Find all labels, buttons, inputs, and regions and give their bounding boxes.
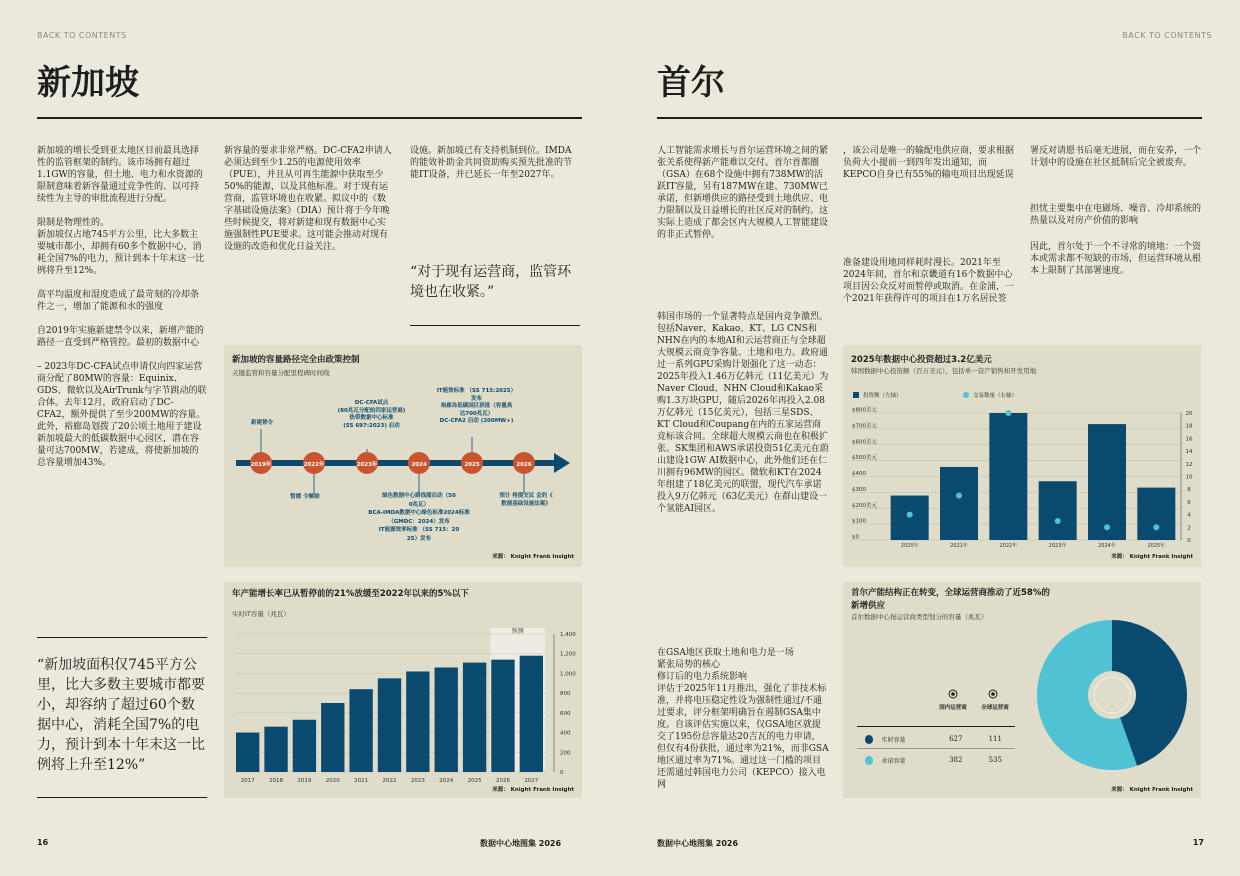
- y-tick-label: 600: [560, 710, 571, 717]
- donut-inner-ring: [1094, 677, 1130, 713]
- bar: [520, 656, 543, 772]
- investment-chart-subtitle: 韩国数据中心投资额（百万美元），包括单一资产销售和开发用地: [851, 367, 1037, 375]
- donut-table-rule: [857, 726, 1015, 727]
- y-tick-label: $600美元: [852, 439, 877, 446]
- global-icon-dot: [991, 692, 995, 696]
- domestic-icon-dot: [951, 692, 955, 696]
- y2-tick-label: 0: [1187, 538, 1191, 544]
- timeline-arrow-head: [554, 453, 570, 473]
- y2-tick-label: 12: [1185, 461, 1193, 468]
- timeline-box: [224, 345, 582, 567]
- deal-count-point: [1153, 524, 1159, 530]
- x-tick-label: 2022年: [999, 543, 1018, 549]
- page-number-right: 17: [1192, 838, 1204, 847]
- bar: [463, 663, 486, 772]
- paragraph: 自2019年实施新建禁令以来，新增产能的路径一直受到严格管控。最初的数据中心: [37, 326, 204, 348]
- donut-row-committed: [865, 753, 1015, 767]
- timeline-label-above-2: DC-CFA试点 (80兆瓦分配给四家运营商) 热带数据中心标准 (SS 697:2023) 启动: [337, 400, 406, 429]
- y-tick-label: 400: [560, 730, 571, 737]
- y-tick-label: 1,200: [560, 651, 576, 658]
- page-number-left: 16: [37, 838, 49, 847]
- timeline-year-label: 2022年: [303, 462, 325, 468]
- paragraph: 新加坡的增长受到亚太地区目前最具选择性的监管框架的制约。该市场拥有超过1.1GW的容量，但土地、电力和水资源的限制意味着新容量通过竞争性的、以可持续性为主导的审批流程进行分配。: [37, 146, 203, 204]
- body-column-6: [1030, 145, 1202, 289]
- investment-bar: [940, 467, 978, 540]
- bar: [378, 678, 401, 772]
- deal-count-point: [1055, 518, 1061, 524]
- timeline-source: 来源： Knight Frank Insight: [492, 554, 574, 560]
- row-label: 实时容量: [881, 736, 906, 744]
- bar: [236, 733, 259, 772]
- paragraph: ，该公司是唯一的输配电供应商，要求根据负荷大小提前一到四年发出通知，而KEPCO自身已有55%的输电项目出现延误: [843, 146, 1015, 180]
- capacity-chart-box: [224, 582, 582, 798]
- paragraph: 担忧主要集中在电磁场、噪音、冷却系统的热量以及对房产价值的影响: [1030, 204, 1202, 226]
- timeline-label-below-3: 预计 将提交议 会的《 数据基础设施法案》: [499, 493, 553, 507]
- live-swatch: [865, 735, 873, 744]
- committed-global-value: 535: [988, 756, 1002, 764]
- forecast-label: 预测: [511, 628, 524, 635]
- timeline-year-label: 2024: [411, 462, 427, 468]
- bar: [321, 703, 344, 772]
- paragraph: 限制是物理性的。 新加坡仅占地745平方公里，比大多数主要城市都小，却拥有60多个数据中心，消耗全国7%的电力，预计到本十年末这一比例将升至12%。: [37, 218, 205, 276]
- paragraph: – 2023年DC-CFA试点申请仅向四家运营商分配了80MW的容量：Equinix、GDS、微软以及AirTrunk与字节跳动的联合体。去年12月，政府启动了DC-CFA2，额外提供了至少200MW的容量。此外，裕廊岛划拨了20公顷土地用于建设新加坡最大的低碳数据中心园区，潜在容量可达700MW，若建成，将使新加坡的总容量增加43%。: [37, 362, 207, 468]
- y2-tick-label: 4: [1187, 512, 1191, 519]
- timeline-label-below-2: 绿色数据中心路线图启动（50 0兆瓦） BCA-IMDA数据中心绿色标准2024标准 （GMDC：2024）发布 IT能源效率标准 （SS 715：20 25）发布: [368, 493, 470, 542]
- bar: [491, 660, 514, 772]
- quote-rule: [410, 325, 580, 326]
- investment-chart-source: 来源： Knight Frank Insight: [1111, 554, 1193, 560]
- investment-bar: [1039, 481, 1077, 540]
- body-column-4: [657, 145, 829, 527]
- donut-chart-box: [843, 582, 1201, 798]
- legend-bar-label: 投资额（左轴）: [863, 393, 902, 399]
- x-tick-label: 2022: [382, 778, 397, 784]
- donut-chart-source: 来源： Knight Frank Insight: [1111, 787, 1193, 793]
- y-tick-label: $300: [852, 486, 866, 493]
- paragraph: 韩国市场的一个显著特点是国内竞争激烈。包括Naver、Kakao、KT、LG CNS和NHN在内的本地AI和云运营商正与全球超大规模云商竞争容量、土地和电力。政府通过一系列GPU采购计划强化了这一动态：2025年投入1.46万亿韩元（11亿美元）为Naver Cloud、NHN Cloud和Kakao采购1.3万块GPU，随后2026年再投入2.08万亿韩元（15亿美元），包括三星SDS、KT Cloud和Coupang在内的五家运营商竞标该合同。全球超大规模云商也在积极扩张。SK集团和AWS承诺投资51亿美元在蔚山建设1GW AI数据中心，此外他们还在仁川拥有96MW的园区。微软和KT在2024年组建了18亿美元的联盟，现代汽车承诺投入9万亿韩元（63亿美元）在群山建设一个氢能AI园区。: [657, 312, 829, 514]
- bar: [349, 689, 372, 772]
- x-tick-label: 2025: [467, 778, 482, 784]
- y-tick-label: 1,000: [560, 671, 576, 678]
- deal-count-point: [1005, 410, 1011, 416]
- page-title-singapore: 新加坡: [37, 63, 139, 103]
- y-tick-label: 800: [560, 691, 571, 698]
- paragraph: 准备建设用地同样耗时漫长。2021年至2024年间，首尔和京畿道有16个数据中心项目因公众反对而暂停或取消。在金浦，一个2021年获得许可的项目在1万名居民签: [843, 258, 1015, 304]
- y2-tick-label: 8: [1187, 487, 1191, 494]
- y2-tick-label: 2: [1187, 525, 1191, 532]
- investment-bar: [891, 496, 929, 540]
- col-header-domestic: 国内运营商: [939, 705, 967, 711]
- deal-count-point: [956, 493, 962, 499]
- title-rule-left: [37, 117, 582, 119]
- live-global-value: 111: [988, 735, 1002, 743]
- back-to-contents-link-left[interactable]: BACK TO CONTENTS: [37, 31, 127, 40]
- y2-tick-label: 20: [1185, 411, 1193, 417]
- investment-bar-chart: [843, 345, 1201, 567]
- body-column-5: [843, 145, 1015, 317]
- x-tick-label: 2023: [410, 778, 425, 784]
- pull-quote-small: “对于现有运营商，监管环境也在收紧。”: [410, 264, 572, 300]
- x-tick-label: 2021: [354, 778, 369, 784]
- capacity-bar-chart: [224, 582, 582, 798]
- y-tick-label: 200: [560, 750, 571, 757]
- x-tick-label: 2027: [524, 778, 539, 784]
- investment-bar: [1088, 424, 1126, 540]
- investment-chart-box: [843, 345, 1201, 567]
- title-rule-right: [657, 117, 1202, 119]
- footer-title-right: 数据中心地图集 2026: [657, 839, 739, 848]
- committed-swatch: [865, 756, 873, 765]
- donut-table-rule-2: [857, 748, 1015, 749]
- deal-count-point: [1104, 524, 1110, 530]
- back-to-contents-link-right[interactable]: BACK TO CONTENTS: [1122, 31, 1212, 40]
- y-tick-label: 0: [560, 770, 564, 776]
- x-tick-label: 2026: [495, 778, 510, 784]
- bar: [293, 720, 316, 772]
- y-tick-label: $700美元: [852, 423, 877, 430]
- timeline-label-above-1: 新建禁令: [250, 420, 273, 426]
- y-tick-label: $500美元: [852, 455, 877, 462]
- x-tick-label: 2020: [325, 778, 340, 784]
- timeline-label-below-1: 暂缓 令解除: [290, 494, 320, 500]
- capacity-chart-source: 来源： Knight Frank Insight: [492, 787, 574, 793]
- live-domestic-value: 627: [949, 735, 963, 743]
- donut-chart-title: 首尔产能结构正在转变，全球运营商推动了近58%的新增供应: [851, 588, 1050, 611]
- bar: [264, 727, 287, 772]
- paragraph: 署反对请愿书后毫无进展，而在安养，一个计划中的设施在社区抵制后完全被废弃。: [1030, 146, 1202, 168]
- y2-tick-label: 10: [1185, 474, 1193, 481]
- paragraph: 人工智能需求增长与首尔运营环境之间的紧张关系使得新产能难以交付。首尔首都圈（GSA）在68个设施中拥有738MW的活跃IT容量，另有187MW在建、730MW已承诺，但新增供应的路径受到土地供应、电力限制以及日益增长的社区反对的制约。这实际上造成了都会区内大规模人工智能建设的非正式暂停。: [657, 146, 829, 240]
- x-tick-label: 2021年: [950, 543, 968, 549]
- y2-tick-label: 14: [1185, 449, 1193, 456]
- body-column-3: 设施。新加坡已有支持机制到位。IMDA的能效补助金共同资助购买预先批准的节能IT设备，并已延长一年至2027年。: [410, 146, 573, 180]
- y2-tick-label: 18: [1185, 423, 1193, 430]
- row-label: 承诺容量: [881, 757, 906, 765]
- quote-rule-bottom: [37, 797, 207, 798]
- y-tick-label: 1,400: [560, 632, 576, 638]
- body-column-2: 新容量的要求非常严格。DC-CFA2申请人必须达到至少1.25的电源使用效率（PUE），并且从可再生能源中获取至少50%的能源，以及其他标准。对于现有运营商，监管环境也在收紧。拟议中的《数字基础设施法案》（DIA）预计将于今年晚些时候提交，将对新建和现有数据中心实施强制性PUE要求。这可能会推动对现有设施的改造和优化日益关注。: [224, 146, 392, 252]
- investment-bar: [989, 413, 1027, 540]
- donut-header-icons: [943, 688, 1003, 700]
- timeline-year-label: 2019年: [250, 462, 272, 468]
- y-tick-label: $400: [852, 471, 866, 477]
- y-tick-label: $800美元: [852, 407, 877, 414]
- bar: [406, 671, 429, 772]
- timeline-subtitle: 关键监管和容量分配里程碑时间线: [232, 369, 330, 377]
- gsa-paragraph: 在GSA地区获取土地和电力是一场 紧张局势的核心 修订后的电力系统影响 评估于2025年11月推出，强化了非技术标准，并将电压稳定性设为强制性通过/不通过要求，评分框架明确旨在遏制GSA集中度。自该评估实施以来，仅GSA地区就提交了195份总容量达20吉瓦的电力申请，但仅有4份获批，通过率为21%，而非GSA地区通过率为71%。通过这一门槛的项目还需通过韩国电力公司（KEPCO）接入电网: [657, 648, 829, 790]
- x-tick-label: 2018: [269, 778, 284, 784]
- y-tick-label: $200美元: [852, 502, 877, 509]
- y-tick-label: $0: [852, 534, 859, 541]
- y-tick-label: $100: [852, 518, 866, 525]
- capacity-chart-ylabel: 实时IT容量（兆瓦）: [232, 610, 290, 618]
- footer-title-left: 数据中心地图集 2026: [480, 839, 562, 848]
- timeline-year-label: 2025: [464, 462, 480, 468]
- bar: [435, 668, 458, 772]
- paragraph: 高平均温度和湿度造成了最苛刻的冷却条件之一，增加了能源和水的强度: [37, 290, 200, 312]
- body-column-1: [37, 145, 207, 481]
- paragraph: 因此，首尔处于一个不寻常的境地：一个资本或需求都不短缺的市场，但运营环境从根本上限制了其部署速度。: [1030, 242, 1202, 276]
- investment-bar: [1137, 488, 1175, 540]
- deal-count-point: [907, 512, 913, 518]
- x-tick-label: 2019: [297, 778, 312, 784]
- x-tick-label: 2025年: [1147, 543, 1166, 549]
- x-tick-label: 2024年: [1098, 543, 1116, 549]
- timeline-year-label: 2026: [516, 462, 532, 468]
- x-tick-label: 2017: [240, 778, 255, 784]
- capacity-chart-title: 年产能增长率已从暂停前的21%放缓至2022年以来的5%以下: [232, 589, 469, 599]
- col-header-global: 全球运营商: [981, 705, 1009, 711]
- donut-row-live: [865, 732, 1015, 746]
- page-title-seoul: 首尔: [657, 63, 725, 103]
- y2-tick-label: 16: [1185, 436, 1193, 443]
- timeline-title: 新加坡的容量路径完全由政策控制: [232, 355, 360, 365]
- x-tick-label: 2023年: [1048, 543, 1067, 549]
- timeline-label-above-3: IT能效标准 （SS 715:2025） 发布 裕廊岛低碳园区获批（容量高 达700兆瓦） DC-CFA2 启动 (200MW+): [436, 388, 517, 424]
- donut-chart-subtitle: 首尔数据中心按运营商类型划分的容量（兆瓦）: [851, 613, 988, 621]
- timeline-year-label: 2023年: [356, 462, 378, 468]
- x-tick-label: 2024: [439, 778, 454, 784]
- committed-domestic-value: 382: [949, 756, 963, 764]
- capacity-donut-chart: [1023, 600, 1201, 778]
- investment-chart-title: 2025年数据中心投资超过3.2亿美元: [851, 355, 992, 365]
- quote-rule-top: [37, 637, 207, 638]
- pull-quote-large: “新加坡面积仅745平方公里，比大多数主要城市都要小，却容纳了超过60个数据中心，消耗全国7%的电力，预计到本十年末这一比例将上升至12%”: [37, 657, 205, 773]
- legend-dot-label: 交易数量（右轴）: [973, 393, 1018, 399]
- x-tick-label: 2020年: [900, 543, 919, 549]
- y2-tick-label: 6: [1187, 499, 1191, 506]
